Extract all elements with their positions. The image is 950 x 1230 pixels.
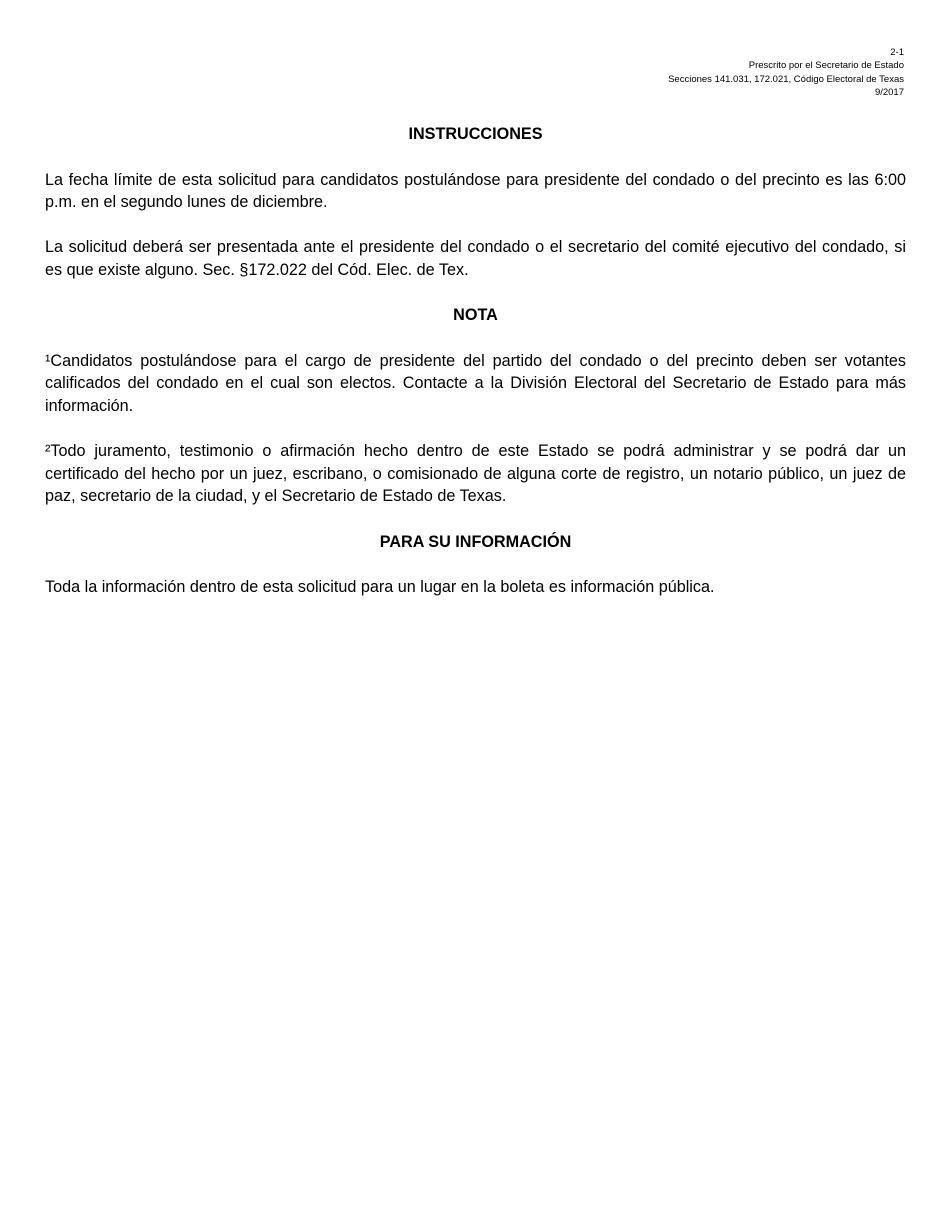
document-body xyxy=(45,123,906,621)
revision-date: 9/2017 xyxy=(874,86,904,98)
form-header xyxy=(668,46,904,99)
note-paragraph-1: ¹Candidatos postulándose para el cargo de presidente del partido del condado o del precinto deben ser votantes calificados del condado en el cual son electos. Contacte a la División Electoral del Secretario de Estado para más información. xyxy=(45,351,906,415)
form-number: 2-1 xyxy=(890,47,904,58)
prescribed-by: Prescrito por el Secretario de Estado xyxy=(748,60,904,72)
note-paragraph-2: ²Todo juramento, testimonio o afirmación hecho dentro de este Estado se podrá administrar y se podrá dar un certificado del hecho por un juez, escribano, o comisionado de alguna corte de registro, un notario público, un juez de paz, secretario de la ciudad, y el Secretario de Estado de Texas. xyxy=(45,442,906,506)
note-heading: NOTA xyxy=(453,306,498,325)
instructions-heading: INSTRUCCIONES xyxy=(408,125,543,143)
statute-sections: Secciones 141.031, 172.021, Código Electoral de Texas xyxy=(668,73,904,85)
instructions-paragraph-filing: La solicitud deberá ser presentada ante el presidente del condado o el secretario del comité ejecutivo del condado, si es que existe alguno. Sec. §172.022 del Cód. Elec. de Tex. xyxy=(45,238,906,279)
information-heading: PARA SU INFORMACIÓN xyxy=(379,532,572,551)
information-paragraph: Toda la información dentro de esta solicitud para un lugar en la boleta es información pública. xyxy=(45,578,715,597)
instructions-paragraph-deadline: La fecha límite de esta solicitud para candidatos postulándose para presidente del condado o del precinto es las 6:00 p.m. en el segundo lunes de diciembre. xyxy=(45,170,906,212)
